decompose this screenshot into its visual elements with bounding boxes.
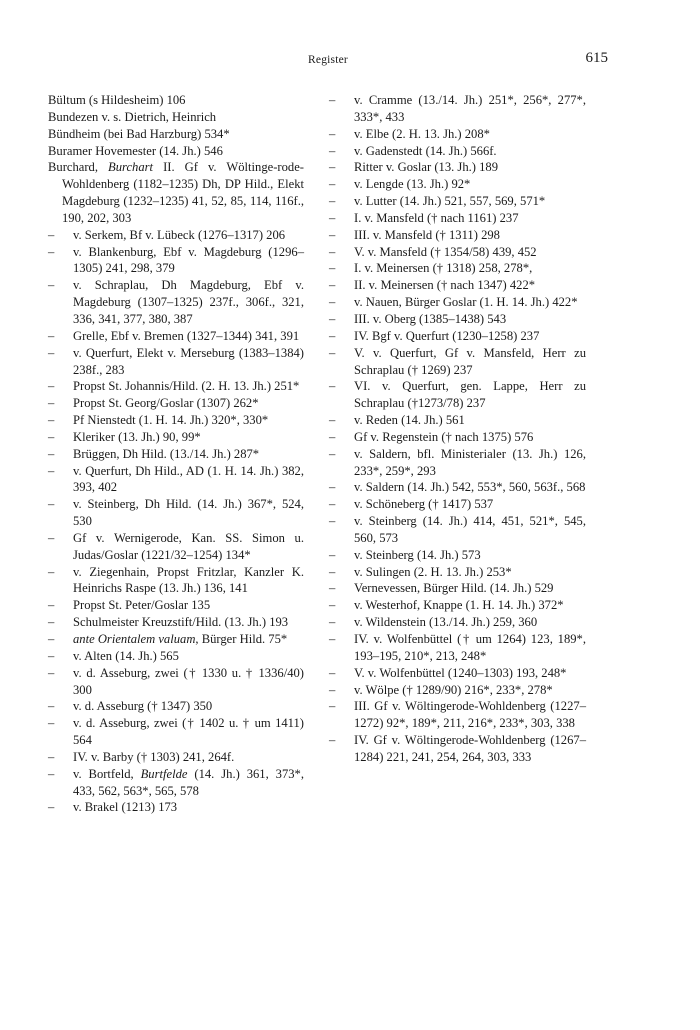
entry-text: v. Saldern (14. Jh.) 542, 553*, 560, 563f., 568	[354, 480, 586, 495]
entry-dash: –	[329, 345, 336, 360]
entry-text: IV. Gf v. Wöltingerode-Wohldenberg (1267–1284) 221, 241, 254, 264, 303, 333	[354, 733, 586, 764]
index-entry	[329, 294, 586, 311]
index-entry	[329, 631, 586, 665]
entry-dash: –	[329, 699, 336, 714]
running-title: Register	[308, 54, 348, 66]
entry-text: Bündheim (bei Bad Harzburg) 534*	[48, 126, 230, 141]
entry-italic-text: Burtfelde	[140, 766, 188, 781]
entry-dash: –	[48, 497, 55, 512]
index-entry	[48, 126, 304, 143]
entry-dash: –	[48, 345, 55, 360]
index-entry	[48, 698, 304, 715]
index-entry	[329, 580, 586, 597]
index-entry	[329, 92, 586, 126]
entry-dash: –	[329, 278, 336, 293]
entry-text: Pf Nienstedt (1. H. 14. Jh.) 320*, 330*	[73, 413, 269, 428]
entry-dash: –	[48, 429, 55, 444]
index-entry	[48, 665, 304, 699]
entry-text-part: v. Bortfeld,	[73, 766, 141, 781]
index-entry	[329, 378, 586, 412]
entry-text: II. v. Meinersen († nach 1347) 422*	[354, 278, 536, 293]
entry-text: v. d. Asseburg, zwei († 1402 u. † um 1411) 564	[73, 716, 304, 748]
entry-dash: –	[329, 497, 336, 512]
entry-dash: –	[329, 598, 336, 613]
entry-text: III. v. Oberg (1385–1438) 543	[354, 311, 507, 326]
entry-dash: –	[48, 278, 55, 293]
index-entry	[48, 227, 304, 244]
entry-dash: –	[329, 194, 336, 209]
index-entry	[48, 614, 304, 631]
entry-dash: –	[48, 413, 55, 428]
index-entry	[329, 345, 586, 379]
index-entry	[329, 732, 586, 766]
entry-text: III. v. Mansfeld († 1311) 298	[354, 227, 500, 242]
entry-dash: –	[329, 126, 336, 141]
entry-text: v. Serkem, Bf v. Lübeck (1276–1317) 206	[73, 227, 286, 242]
entry-text: v. Querfurt, Elekt v. Merseburg (1383–1384) 238f., 283	[73, 345, 304, 377]
entry-dash: –	[329, 177, 336, 192]
index-entry	[329, 496, 586, 513]
entry-text: Brüggen, Dh Hild. (13./14. Jh.) 287*	[73, 446, 260, 461]
index-entry	[329, 260, 586, 277]
index-entry	[329, 698, 586, 732]
entry-dash: –	[329, 143, 336, 158]
entry-dash: –	[329, 429, 336, 444]
index-entry	[329, 193, 586, 210]
index-entry	[48, 395, 304, 412]
entry-dash: –	[329, 514, 336, 529]
entry-text: Schulmeister Kreuzstift/Hild. (13. Jh.) 193	[73, 615, 289, 630]
entry-dash: –	[48, 716, 55, 731]
index-entry	[329, 564, 586, 581]
index-entry	[48, 564, 304, 598]
entry-text: v. Nauen, Bürger Goslar (1. H. 14. Jh.) 422*	[354, 295, 578, 310]
entry-dash: –	[329, 615, 336, 630]
entry-text: v. Wildenstein (13./14. Jh.) 259, 360	[354, 615, 538, 630]
entry-dash: –	[48, 446, 55, 461]
index-entry	[329, 126, 586, 143]
index-entry	[48, 463, 304, 497]
entry-text: v. Westerhof, Knappe (1. H. 14. Jh.) 372*	[354, 598, 564, 613]
entry-text: IV. v. Wolfenbüttel († um 1264) 123, 189*, 193–195, 210*, 213, 248*	[354, 632, 586, 663]
entry-dash: –	[329, 413, 336, 428]
entry-text-part: (14. Jh.) 361, 373*, 433, 562, 563*, 565, 578	[73, 766, 304, 798]
entry-text-part: Burchard,	[48, 160, 109, 175]
entry-dash: –	[48, 598, 55, 613]
entry-text: v. Gadenstedt (14. Jh.) 566f.	[354, 143, 497, 158]
index-entry	[48, 345, 304, 379]
index-entry	[329, 277, 586, 294]
entry-text: V. v. Wolfenbüttel (1240–1303) 193, 248*	[354, 665, 567, 680]
entry-dash: –	[48, 530, 55, 545]
entry-dash: –	[48, 749, 55, 764]
index-entry	[48, 715, 304, 749]
left-column	[48, 92, 304, 816]
entry-text: v. Blankenburg, Ebf v. Magdeburg (1296–1305) 241, 298, 379	[73, 244, 304, 276]
entry-text: v. Cramme (13./14. Jh.) 251*, 256*, 277*, 333*, 433	[354, 93, 586, 124]
entry-dash: –	[48, 648, 55, 663]
entry-dash: –	[329, 328, 336, 343]
entry-text: v. Steinberg (14. Jh.) 414, 451, 521*, 545, 560, 573	[354, 514, 586, 545]
entry-text: v. Steinberg, Dh Hild. (14. Jh.) 367*, 524, 530	[73, 497, 304, 529]
entry-italic-text: Burchart	[108, 160, 154, 175]
entry-text-part: , Bürger Hild. 75*	[195, 632, 288, 646]
index-entry	[329, 210, 586, 227]
entry-dash: –	[329, 581, 336, 596]
right-column	[329, 92, 586, 766]
entry-dash: –	[48, 800, 55, 815]
entry-text: IV. v. Barby († 1303) 241, 264f.	[73, 749, 235, 764]
entry-dash: –	[48, 766, 55, 781]
index-entry	[329, 412, 586, 429]
index-entry	[48, 766, 304, 800]
entry-dash: –	[329, 93, 336, 107]
entry-text: V. v. Querfurt, Gf v. Mansfeld, Herr zu Schraplau († 1269) 237	[354, 345, 586, 377]
entry-text: v. Reden (14. Jh.) 561	[354, 413, 465, 428]
index-entry	[48, 799, 304, 816]
entry-dash: –	[48, 227, 55, 242]
entry-text: v. Sulingen (2. H. 13. Jh.) 253*	[354, 564, 512, 579]
index-entry	[329, 159, 586, 176]
entry-dash: –	[48, 379, 55, 394]
entry-text: v. Steinberg (14. Jh.) 573	[354, 547, 481, 562]
entry-text: Bundezen v. s. Dietrich, Heinrich	[48, 109, 217, 124]
page-header	[48, 50, 608, 74]
entry-text: v. Brakel (1213) 173	[73, 800, 178, 815]
index-entry	[48, 496, 304, 530]
index-entry	[48, 597, 304, 614]
index-entry	[48, 429, 304, 446]
entry-text: v. Schöneberg († 1417) 537	[354, 497, 494, 512]
entry-dash: –	[329, 210, 336, 225]
entry-dash: –	[329, 564, 336, 579]
entry-dash: –	[329, 733, 336, 748]
index-entry	[329, 614, 586, 631]
entry-text: IV. Bgf v. Querfurt (1230–1258) 237	[354, 328, 540, 343]
entry-dash: –	[48, 699, 55, 714]
entry-text: v. Lengde (13. Jh.) 92*	[354, 177, 471, 192]
entry-dash: –	[48, 463, 55, 478]
index-entry	[48, 143, 304, 160]
entry-text: Grelle, Ebf v. Bremen (1327–1344) 341, 391	[73, 328, 300, 343]
index-entry	[329, 429, 586, 446]
entry-dash: –	[329, 227, 336, 242]
entry-dash: –	[329, 632, 336, 646]
index-entry	[48, 109, 304, 126]
entry-dash: –	[329, 379, 336, 394]
entry-dash: –	[48, 564, 55, 579]
entry-text: Gf v. Wernigerode, Kan. SS. Simon u. Judas/Goslar (1221/32–1254) 134*	[73, 530, 304, 562]
entry-text: Kleriker (13. Jh.) 90, 99*	[73, 429, 201, 444]
page-number: 615	[585, 50, 608, 66]
entry-text: I. v. Meinersen († 1318) 258, 278*,	[354, 261, 533, 276]
entry-dash: –	[329, 446, 336, 461]
entry-text: I. v. Mansfeld († nach 1161) 237	[354, 210, 519, 225]
entry-text: Ritter v. Goslar (13. Jh.) 189	[354, 160, 498, 175]
entry-text: VI. v. Querfurt, gen. Lappe, Herr zu Schraplau (†1273/78) 237	[354, 379, 586, 411]
entry-text: v. Alten (14. Jh.) 565	[73, 648, 179, 663]
entry-italic-text: ante Orientalem valuam	[73, 632, 196, 646]
entry-text: v. Saldern, bfl. Ministerialer (13. Jh.) 126, 233*, 259*, 293	[354, 446, 586, 478]
index-entry	[329, 547, 586, 564]
index-entry	[329, 682, 586, 699]
index-entry	[329, 143, 586, 160]
entry-text: Propst St. Peter/Goslar 135	[73, 598, 211, 613]
entry-text: Vernevessen, Bürger Hild. (14. Jh.) 529	[354, 581, 554, 596]
entry-dash: –	[48, 615, 55, 630]
index-entry	[48, 159, 304, 226]
entry-text: Propst St. Georg/Goslar (1307) 262*	[73, 396, 259, 411]
index-entry	[48, 92, 304, 109]
entry-text: v. Ziegenhain, Propst Fritzlar, Kanzler K. Heinrichs Raspe (13. Jh.) 136, 141	[73, 564, 304, 596]
entry-text: v. Schraplau, Dh Magdeburg, Ebf v. Magdeburg (1307–1325) 237f., 306f., 321, 336, 341, 377, 380, 387	[73, 278, 304, 326]
index-entry	[329, 176, 586, 193]
entry-text: v. Querfurt, Dh Hild., AD (1. H. 14. Jh.) 382, 393, 402	[73, 463, 304, 495]
entry-text: Bültum (s Hildesheim) 106	[48, 93, 186, 107]
index-entry	[48, 749, 304, 766]
index-entry	[48, 446, 304, 463]
index-entry	[329, 665, 586, 682]
entry-dash: –	[329, 480, 336, 495]
index-entry	[48, 277, 304, 328]
entry-text: v. Elbe (2. H. 13. Jh.) 208*	[354, 126, 490, 141]
entry-dash: –	[329, 160, 336, 175]
index-entry	[329, 479, 586, 496]
entry-dash: –	[329, 682, 336, 697]
entry-dash: –	[329, 311, 336, 326]
entry-dash: –	[329, 295, 336, 310]
entry-dash: –	[329, 261, 336, 276]
entry-dash: –	[48, 396, 55, 411]
index-entry	[329, 446, 586, 480]
entry-text: Propst St. Johannis/Hild. (2. H. 13. Jh.) 251*	[73, 379, 300, 394]
index-entry	[329, 244, 586, 261]
index-entry	[48, 412, 304, 429]
entry-dash: –	[329, 665, 336, 680]
index-entry	[329, 311, 586, 328]
entry-dash: –	[329, 547, 336, 562]
entry-text: V. v. Mansfeld († 1354/58) 439, 452	[354, 244, 537, 259]
index-entry	[48, 244, 304, 278]
index-entry	[48, 530, 304, 564]
entry-text: v. Lutter (14. Jh.) 521, 557, 569, 571*	[354, 194, 546, 209]
entry-text: Buramer Hovemester (14. Jh.) 546	[48, 143, 223, 158]
index-entry	[329, 597, 586, 614]
entry-text: III. Gf v. Wöltingerode-Wohldenberg (1227–1272) 92*, 189*, 211, 216*, 233*, 303, 338	[354, 699, 586, 731]
entry-text: v. Wölpe († 1289/90) 216*, 233*, 278*	[354, 682, 553, 697]
entry-dash: –	[48, 632, 55, 646]
entry-text: v. d. Asseburg, zwei († 1330 u. † 1336/40) 300	[73, 665, 304, 697]
index-entry	[329, 513, 586, 547]
index-entry	[48, 378, 304, 395]
entry-dash: –	[48, 665, 55, 680]
entry-dash: –	[48, 328, 55, 343]
entry-dash: –	[329, 244, 336, 259]
entry-text: v. d. Asseburg († 1347) 350	[73, 699, 213, 714]
index-entry	[329, 328, 586, 345]
entry-text-part: II. Gf v. Wöltinge-rode-Wohldenberg (1182–1235) Dh, DP Hild., Elekt Magdeburg (1232–1235) 41, 52, 85, 114, 116f., 190, 202, 303	[62, 160, 304, 225]
index-entry	[48, 648, 304, 665]
entry-dash: –	[48, 244, 55, 259]
index-entry	[329, 227, 586, 244]
index-entry	[48, 328, 304, 345]
entry-text: Gf v. Regenstein († nach 1375) 576	[354, 429, 534, 444]
index-entry	[48, 631, 304, 648]
